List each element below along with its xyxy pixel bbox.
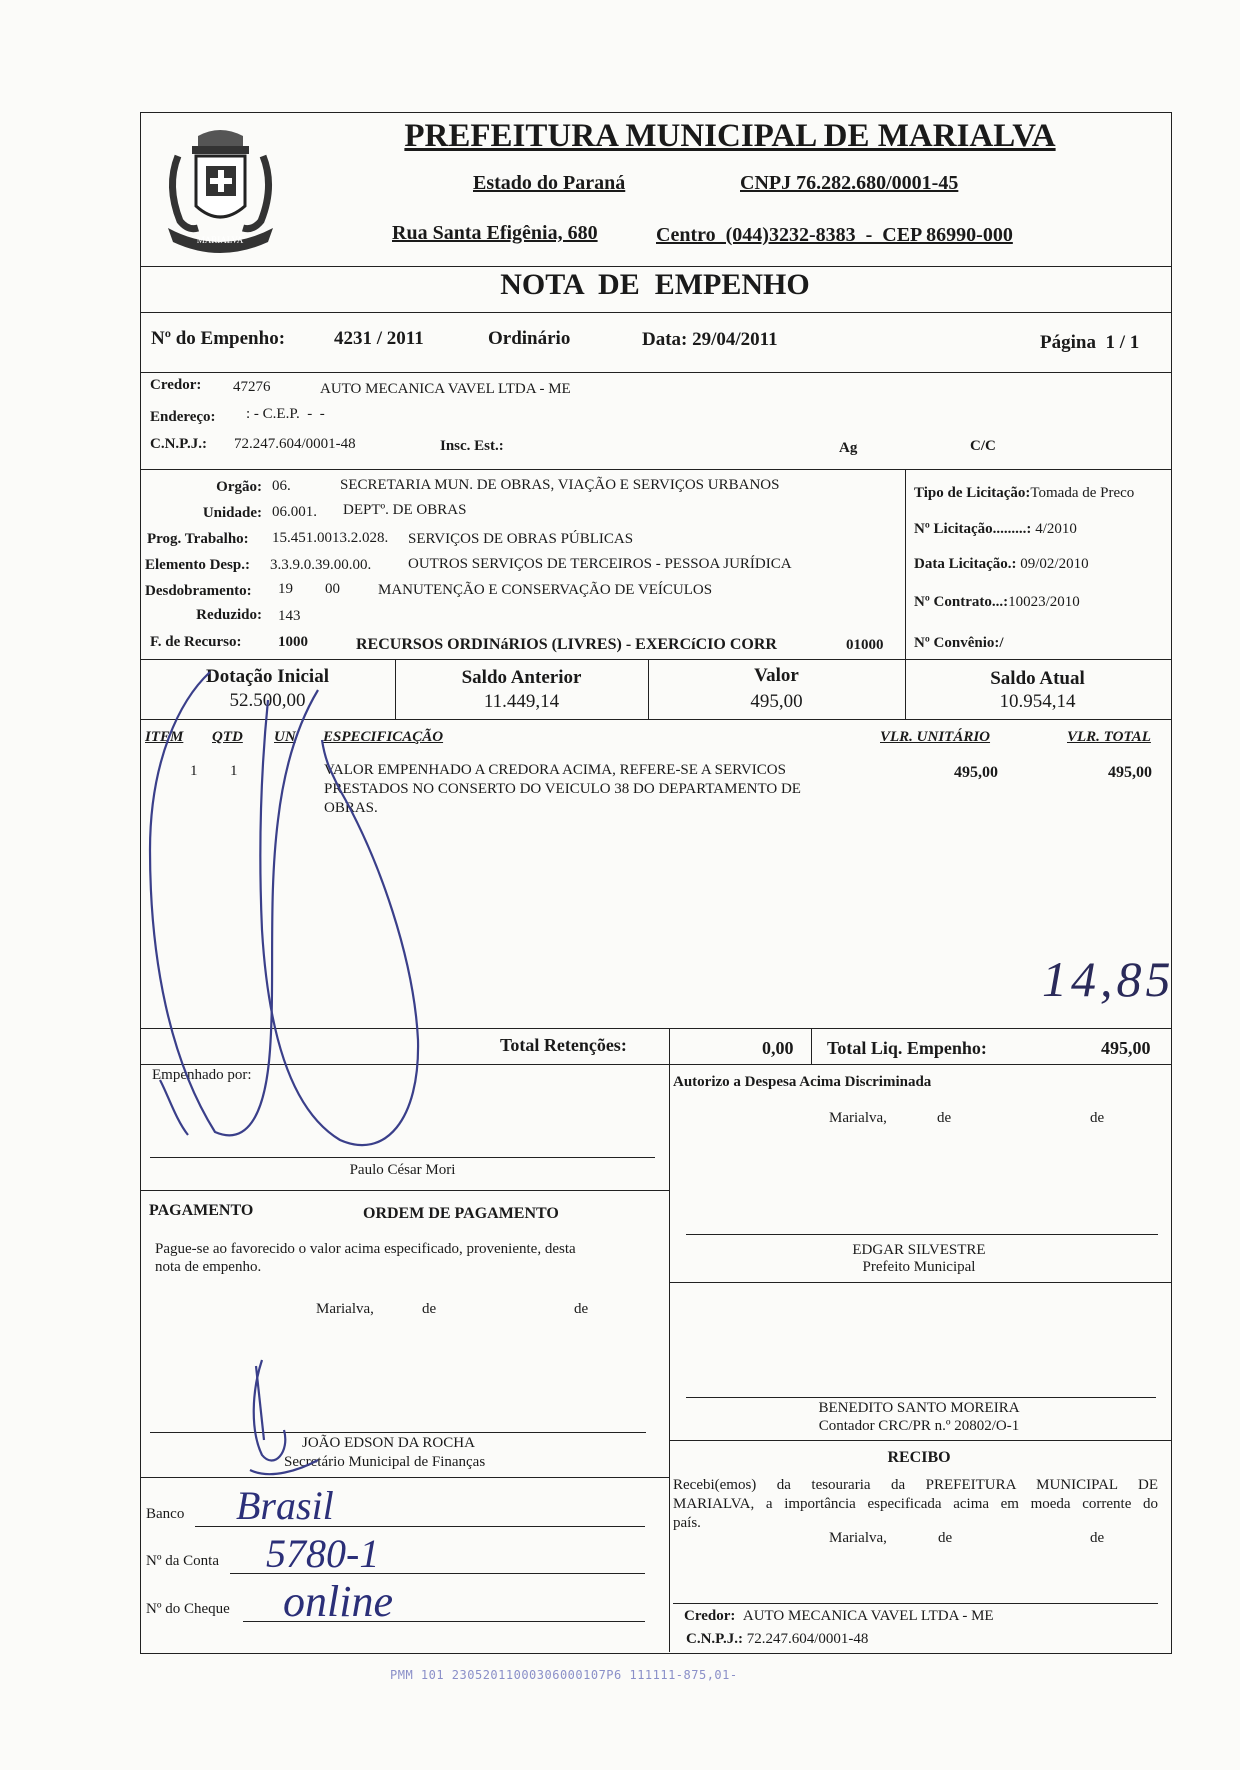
- fonte-recurso-code: 1000: [278, 634, 308, 650]
- empenho-number: 4231 / 2011: [334, 328, 424, 349]
- fonte-recurso-name: RECURSOS ORDINáRIOS (LIVRES) - EXERCíCIO CORR: [356, 636, 777, 653]
- valor-value: 495,00: [750, 691, 803, 712]
- elemento-label: Elemento Desp.:: [145, 557, 250, 573]
- recibo-cnpj: [686, 1631, 868, 1648]
- licitacao-number-label: Nº Licitação.........:: [914, 521, 1032, 537]
- credor-name: AUTO MECANICA VAVEL LTDA - ME: [320, 381, 571, 397]
- credor-cnpj: 72.247.604/0001-48: [234, 436, 356, 452]
- licitacao-tipo-value: Tomada de Preco: [1030, 485, 1135, 501]
- recibo-label: RECIBO: [887, 1449, 951, 1466]
- banco-handwritten: Brasil: [236, 1483, 334, 1528]
- col-header-un: UN: [274, 729, 296, 745]
- agency-label: Ag: [839, 440, 858, 456]
- prefeitura-street: Rua Santa Efigênia, 680: [392, 222, 598, 244]
- state-name: Estado do Paraná: [473, 172, 626, 194]
- fonte-recurso-label: F. de Recurso:: [150, 634, 242, 650]
- reduzido-label: Reduzido:: [196, 607, 262, 623]
- total-liquido-value: 495,00: [1101, 1038, 1151, 1058]
- desdobramento-name: MANUTENÇÃO E CONSERVAÇÃO DE VEÍCULOS: [378, 582, 713, 598]
- col-header-qtd: QTD: [212, 729, 243, 745]
- autorizo-de-1: de: [937, 1110, 952, 1126]
- orgao-label: Orgão:: [216, 479, 262, 495]
- coat-of-arms-seal: [148, 116, 293, 261]
- recibo-de-2: de: [1090, 1530, 1105, 1546]
- desdobramento-code-2: 00: [325, 581, 340, 597]
- orgao-name: SECRETARIA MUN. DE OBRAS, VIAÇÃO E SERVIÇOS URBANOS: [340, 477, 780, 493]
- row-qtd: 1: [230, 763, 238, 779]
- insc-est-label: Insc. Est.:: [440, 438, 504, 454]
- unidade-code: 06.001.: [272, 504, 317, 520]
- unidade-label: Unidade:: [202, 505, 262, 521]
- autorizo-label: Autorizo a Despesa Acima Discriminada: [673, 1074, 932, 1090]
- licitacao-date: [914, 556, 1089, 573]
- pagamento-text-2: nota de empenho.: [155, 1259, 262, 1275]
- total-liquido-label: Total Liq. Empenho:: [827, 1038, 987, 1058]
- total-retencoes-label: Total Retenções:: [500, 1035, 627, 1055]
- contador-role: Contador CRC/PR n.º 20802/O-1: [818, 1418, 1020, 1434]
- orgao-code: 06.: [272, 478, 291, 494]
- recibo-cnpj-value: 72.247.604/0001-48: [746, 1631, 869, 1647]
- recibo-text-1: Recebi(emos) da tesouraria da PREFEITURA MUNICIPAL DE: [673, 1477, 1158, 1493]
- elemento-name: OUTROS SERVIÇOS DE TERCEIROS - PESSOA JURÍDICA: [408, 556, 792, 572]
- contrato-number-value: 10023/2010: [1008, 594, 1080, 610]
- contrato-number: [914, 594, 1080, 611]
- col-header-total-value: VLR. TOTAL: [1067, 729, 1151, 745]
- page-number: Página 1 / 1: [1040, 332, 1140, 353]
- dotacao-inicial-value: 52.500,00: [229, 690, 306, 711]
- cheque-label: Nº do Cheque: [146, 1601, 230, 1617]
- empenhado-por-label: Empenhado por:: [152, 1067, 252, 1083]
- pagamento-de-2: de: [574, 1301, 589, 1317]
- banco-label: Banco: [146, 1506, 185, 1522]
- autorizo-de-2: de: [1090, 1110, 1105, 1126]
- credor-code: 47276: [233, 379, 271, 395]
- col-header-spec: ESPECIFICAÇÃO: [323, 729, 444, 745]
- prefeito-role: Prefeito Municipal: [862, 1259, 976, 1275]
- prefeitura-district-phone-cep: Centro (044)3232-8383 - CEP 86990-000: [656, 224, 1013, 246]
- reduzido-code: 143: [278, 608, 301, 624]
- secretario-role: Secretário Municipal de Finanças: [284, 1454, 486, 1470]
- row-spec-line-3: OBRAS.: [324, 800, 378, 816]
- prefeito-name: EDGAR SILVESTRE: [852, 1242, 986, 1258]
- empenho-kind: Ordinário: [488, 328, 571, 349]
- recibo-cnpj-label: C.N.P.J.:: [686, 1631, 743, 1647]
- address-label: Endereço:: [150, 409, 216, 425]
- svg-text:MARIALVA: MARIALVA: [196, 235, 244, 245]
- recibo-text-3: país.: [673, 1515, 701, 1531]
- conta-label: Nº da Conta: [146, 1553, 219, 1569]
- licitacao-number: [914, 521, 1077, 538]
- empenho-date: Data: 29/04/2011: [642, 329, 778, 350]
- recibo-text-2: MARIALVA, a importância especificada acima em moeda corrente do: [673, 1496, 1158, 1512]
- credor-label: Credor:: [150, 377, 202, 393]
- col-header-unit-value: VLR. UNITÁRIO: [880, 729, 991, 745]
- row-spec-line-2: PRESTADOS NO CONSERTO DO VEICULO 38 DO DEPARTAMENTO DE: [324, 781, 801, 797]
- address-value: : - C.E.P. - -: [246, 406, 325, 422]
- footer-code: PMM 101 23052011000306000107P6 111111-875,01-: [390, 1668, 738, 1682]
- ordem-pagamento-label: ORDEM DE PAGAMENTO: [363, 1205, 559, 1222]
- pagamento-de-1: de: [422, 1301, 437, 1317]
- total-retencoes-value: 0,00: [762, 1038, 794, 1058]
- row-spec-line-1: VALOR EMPENHADO A CREDORA ACIMA, REFERE-SE A SERVICOS: [324, 762, 786, 778]
- prefeitura-cnpj: CNPJ 76.282.680/0001-45: [740, 172, 959, 194]
- pagamento-label: PAGAMENTO: [149, 1202, 254, 1219]
- saldo-atual-label: Saldo Atual: [990, 668, 1085, 689]
- licitacao-date-label: Data Licitação.:: [914, 556, 1017, 572]
- licitacao-number-value: 4/2010: [1035, 521, 1077, 537]
- licitacao-date-value: 09/02/2010: [1020, 556, 1089, 572]
- unidade-name: DEPTº. DE OBRAS: [343, 502, 467, 518]
- contador-name: BENEDITO SANTO MOREIRA: [818, 1400, 1020, 1416]
- prefeitura-title: PREFEITURA MUNICIPAL DE MARIALVA: [404, 118, 1056, 154]
- conta-handwritten: 5780-1: [266, 1531, 380, 1576]
- fonte-recurso-extra: 01000: [846, 637, 884, 653]
- row-total-value: 495,00: [1108, 764, 1152, 781]
- convenio-label: Nº Convênio:/: [914, 635, 1004, 651]
- licitacao-tipo: [914, 485, 1134, 502]
- dotacao-inicial-label: Dotação Inicial: [206, 666, 329, 687]
- desdobramento-label: Desdobramento:: [145, 583, 252, 599]
- recibo-de-1: de: [938, 1530, 953, 1546]
- empenho-number-label: Nº do Empenho:: [151, 328, 286, 349]
- handwritten-note: 14,85: [1042, 951, 1175, 1007]
- saldo-anterior-value: 11.449,14: [483, 691, 560, 712]
- prog-trabalho-code: 15.451.0013.2.028.: [272, 530, 389, 546]
- col-header-item: ITEM: [145, 729, 184, 745]
- recibo-place: Marialva,: [829, 1530, 887, 1546]
- prog-trabalho-label: Prog. Trabalho:: [147, 531, 249, 547]
- pagamento-text-1: Pague-se ao favorecido o valor acima especificado, proveniente, desta: [155, 1241, 576, 1257]
- row-item: 1: [190, 763, 198, 779]
- desdobramento-code-1: 19: [278, 581, 293, 597]
- cheque-handwritten: online: [283, 1577, 393, 1626]
- recibo-credor-name: AUTO MECANICA VAVEL LTDA - ME: [742, 1608, 994, 1624]
- licitacao-tipo-label: Tipo de Licitação:: [914, 485, 1031, 501]
- valor-label: Valor: [754, 665, 799, 686]
- secretario-name: JOÃO EDSON DA ROCHA: [302, 1435, 475, 1451]
- credor-cnpj-label: C.N.P.J.:: [150, 436, 207, 452]
- elemento-code: 3.3.9.0.39.00.00.: [270, 557, 372, 573]
- recibo-credor: [684, 1608, 994, 1625]
- document-type-title: NOTA DE EMPENHO: [500, 268, 810, 301]
- autorizo-place: Marialva,: [829, 1110, 887, 1126]
- prog-trabalho-name: SERVIÇOS DE OBRAS PÚBLICAS: [408, 531, 634, 547]
- saldo-anterior-label: Saldo Anterior: [461, 667, 582, 688]
- pagamento-place: Marialva,: [316, 1301, 374, 1317]
- recibo-credor-label: Credor:: [684, 1608, 736, 1624]
- contrato-number-label: Nº Contrato...:: [914, 594, 1009, 610]
- row-unit-value: 495,00: [954, 764, 998, 781]
- empenhado-por-name: Paulo César Mori: [349, 1162, 456, 1178]
- saldo-atual-value: 10.954,14: [999, 691, 1076, 712]
- account-label: C/C: [970, 438, 996, 454]
